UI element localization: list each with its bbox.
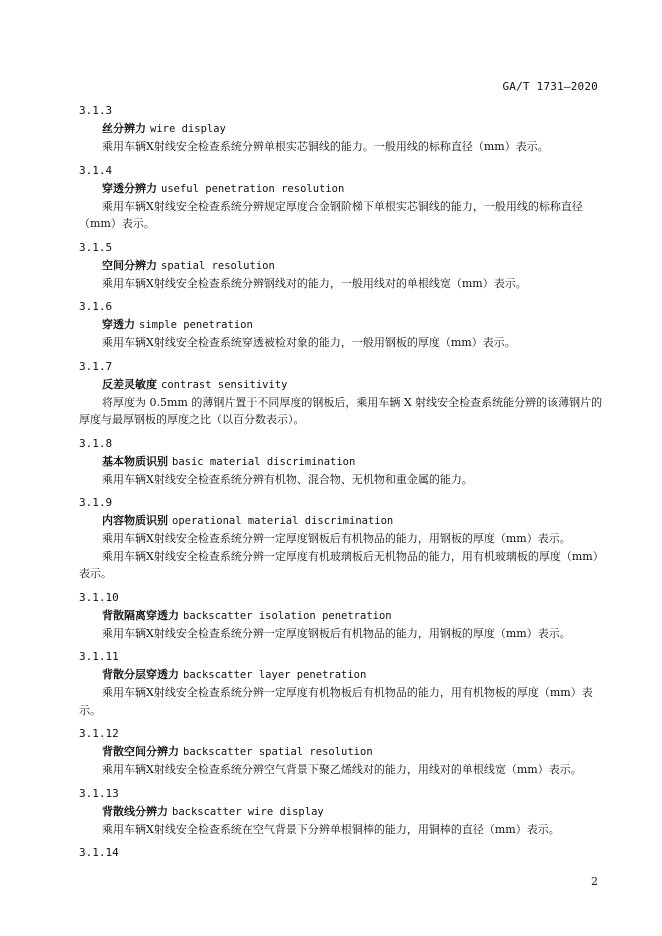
clause (79, 162, 604, 233)
clause-term (79, 666, 604, 684)
term-chinese: 背散分层穿透力 (102, 668, 179, 681)
clause-definition: 乘用车辆X射线安全检查系统分辨有机物、混合物、无机物和重金属的能力。 (102, 472, 473, 486)
term-chinese: 穿透力 (102, 318, 135, 331)
term-english: backscatter spatial resolution (183, 746, 373, 758)
clause-definition: 乘用车辆X射线安全检查系统分辨一定厚度钢板后有机物品的能力，用钢板的厚度（mm）表示。 (102, 626, 571, 640)
clause (79, 494, 604, 583)
term-chinese: 背散隔离穿透力 (102, 608, 179, 622)
clause-number: 3.1.13 (79, 786, 119, 800)
clause-definition: 将厚度为 0.5mm 的薄钢片置于不同厚度的钢板后，乘用车辆 X 射线安全检查系统能分辨的该薄钢片的厚度与最厚钢板的厚度之比（以百分数表示）。 (79, 395, 603, 426)
clause-number: 3.1.5 (79, 240, 113, 254)
term-chinese: 反差灵敏度 (102, 377, 157, 391)
clause-number: 3.1.12 (79, 727, 119, 740)
clause-term (79, 512, 604, 530)
term-english: backscatter isolation penetration (183, 609, 392, 622)
term-english: backscatter wire display (172, 805, 324, 818)
term-english: basic material discrimination (172, 455, 356, 468)
clause-term (79, 120, 604, 138)
clause (79, 785, 604, 839)
clause-number: 3.1.4 (79, 163, 113, 177)
standard-code: GA/T 1731—2020 (502, 80, 598, 93)
clause-definition: 乘用车辆X射线安全检查系统分辨一定厚度有机物板后有机物品的能力，用有机物板的厚度（mm）表示。 (79, 686, 593, 717)
clause-number: 3.1.3 (79, 104, 113, 117)
term-english: contrast sensitivity (161, 378, 288, 391)
clause-definition: 乘用车辆X射线安全检查系统分辨一定厚度钢板后有机物品的能力，用钢板的厚度（mm）表示。 (102, 532, 571, 545)
term-chinese: 背散线分辨力 (102, 804, 168, 818)
clause-number: 3.1.6 (79, 300, 113, 313)
clause-number: 3.1.9 (79, 496, 113, 509)
clause-term (79, 316, 604, 334)
term-english: backscatter layer penetration (183, 669, 367, 681)
clause-number: 3.1.11 (79, 650, 119, 663)
clause (79, 648, 604, 719)
clause-definition: 乘用车辆X射线安全检查系统在空气背景下分辨单根铜棒的能力，用铜棒的直径（mm）表示。 (102, 822, 560, 836)
clause (79, 435, 604, 489)
clause-definition: 乘用车辆X射线安全检查系统分辨规定厚度合金钢阶梯下单根实芯铜线的能力，一般用线的标称直径（mm）表示。 (79, 199, 583, 230)
term-english: operational material discrimination (172, 515, 394, 527)
clause (79, 358, 604, 429)
term-english: wire display (150, 123, 226, 135)
clause-number: 3.1.8 (79, 436, 113, 450)
clause-definition: 乘用车辆X射线安全检查系统分辨单根实芯铜线的能力。一般用线的标称直径（mm）表示。 (102, 140, 549, 153)
clause-definition: 乘用车辆X射线安全检查系统分辨空气背景下聚乙烯线对的能力，用线对的单根线宽（mm）表示。 (102, 763, 582, 776)
clause-term (79, 743, 604, 761)
term-english: useful penetration resolution (161, 182, 345, 195)
clause (79, 589, 604, 643)
clause-term (79, 803, 604, 821)
clause-definition: 乘用车辆X射线安全检查系统分辨钢线对的能力，一般用线对的单根线宽（mm）表示。 (102, 276, 527, 290)
term-chinese: 空间分辨力 (102, 258, 157, 272)
page-number: 2 (591, 875, 598, 888)
term-chinese: 背散空间分辨力 (102, 745, 179, 758)
clause-definition: 乘用车辆X射线安全检查系统穿透被检对象的能力，一般用钢板的厚度（mm）表示。 (102, 336, 516, 349)
clause-term (79, 180, 604, 198)
term-chinese: 基本物质识别 (102, 454, 168, 468)
term-chinese: 穿透分辨力 (102, 181, 157, 195)
clause-term (79, 376, 604, 394)
clause-number: 3.1.14 (79, 846, 119, 859)
clause-definition: 乘用车辆X射线安全检查系统分辨一定厚度有机玻璃板后无机物品的能力，用有机玻璃板的厚度（mm）表示。 (79, 549, 604, 580)
term-english: simple penetration (139, 319, 253, 331)
clause-term (79, 607, 604, 625)
clause-list (79, 102, 604, 862)
clause-term (79, 453, 604, 471)
clause-number: 3.1.7 (79, 359, 113, 373)
clause (79, 844, 604, 862)
clause-term (79, 257, 604, 275)
term-english: spatial resolution (161, 259, 275, 272)
clause-number: 3.1.10 (79, 590, 119, 604)
clause (79, 239, 604, 293)
clause (79, 102, 604, 156)
clause (79, 725, 604, 779)
term-chinese: 丝分辨力 (102, 122, 146, 135)
term-chinese: 内容物质识别 (102, 514, 168, 527)
clause (79, 298, 604, 352)
